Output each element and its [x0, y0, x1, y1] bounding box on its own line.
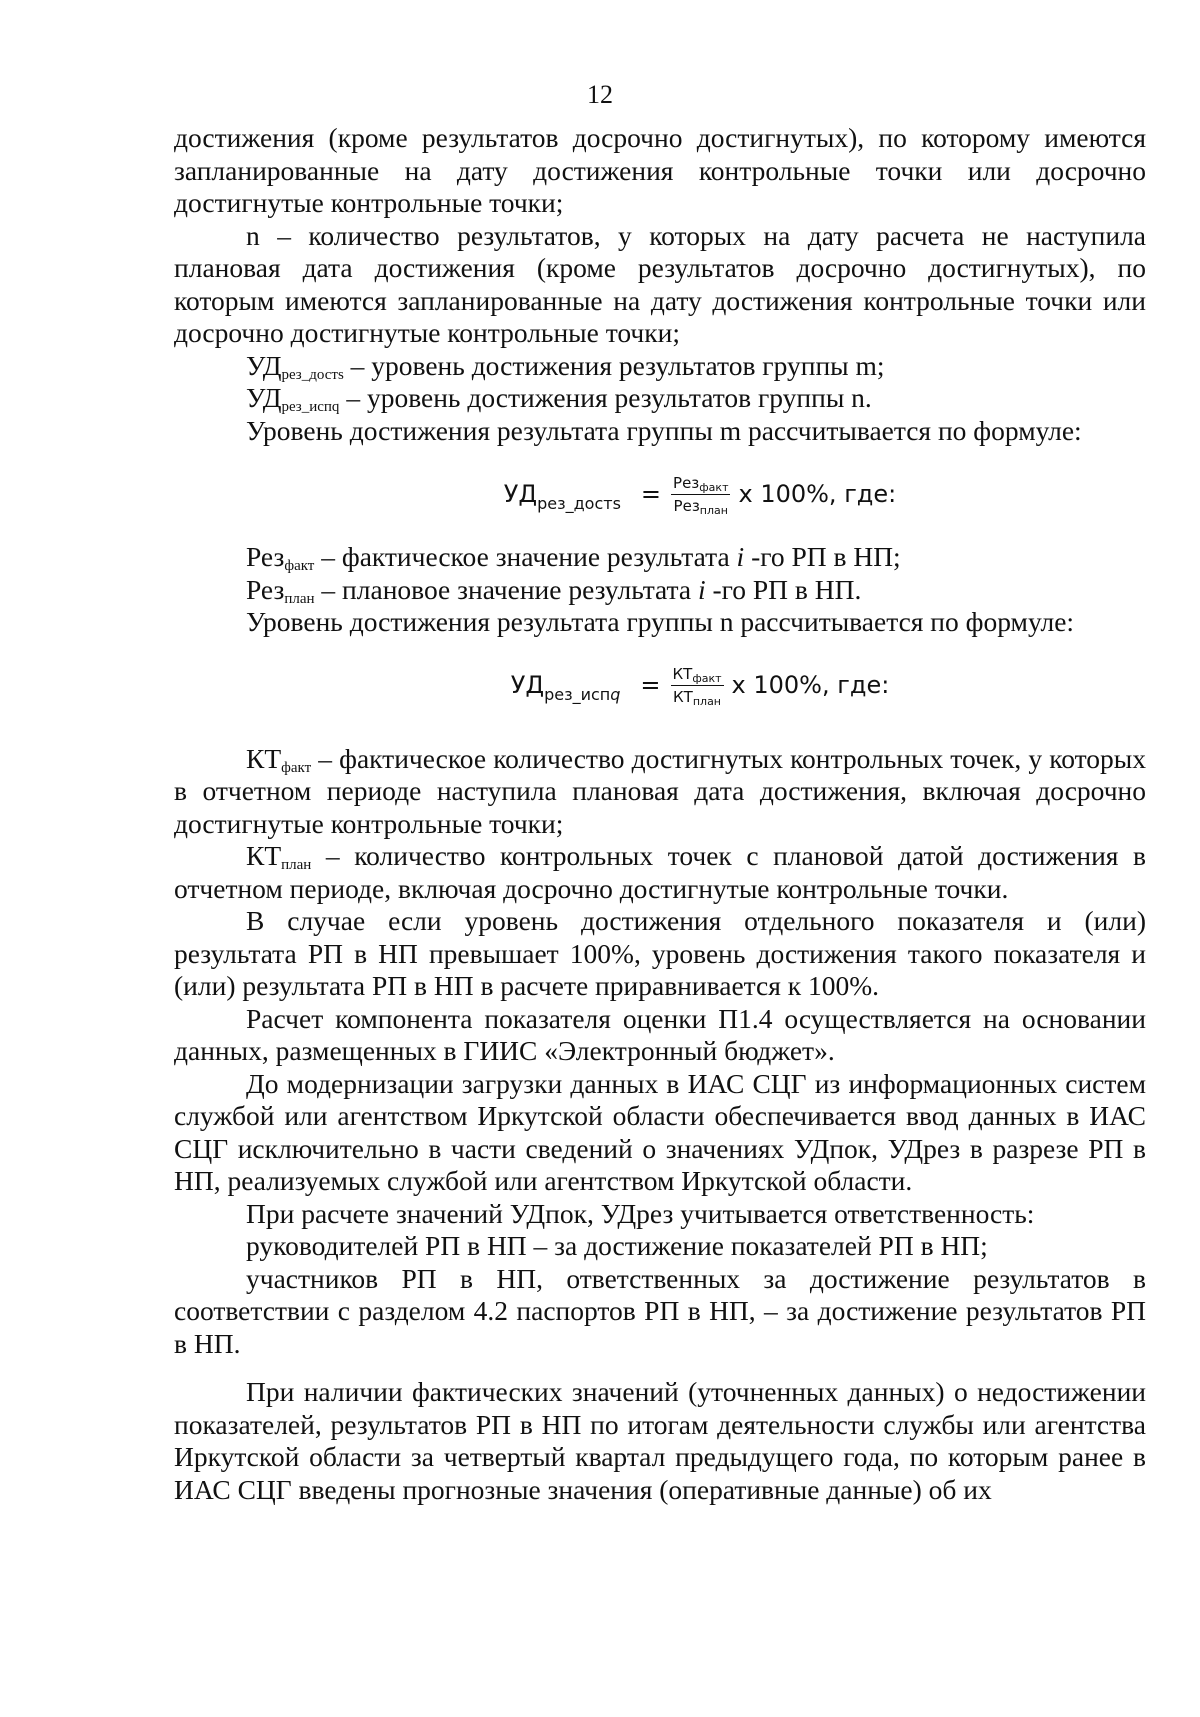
- formula-lhs: [504, 478, 621, 511]
- equals-sign: =: [640, 479, 662, 508]
- definition-ud-isp: [174, 382, 1146, 415]
- formula-lhs-main: УД: [503, 479, 538, 508]
- definition-rez-fakt: [174, 541, 1146, 574]
- paragraph: Расчет компонента показателя оценки П1.4 осуществляется на основании данных, размещенных в ГИИС «Электронный бюджет».: [174, 1002, 1146, 1066]
- numerator: [671, 664, 724, 686]
- symbol: КТ: [246, 742, 282, 774]
- symbol: Рез: [246, 541, 285, 572]
- denominator: [673, 686, 721, 707]
- fraction: [671, 664, 724, 707]
- paragraph: достижения (кроме результатов досрочно достигнутых), по которому имеются запланированные на дату достижения контрольные точки или досрочно достигнутые контрольные точки;: [174, 122, 1146, 218]
- formula-lhs-main: УД: [510, 671, 545, 700]
- paragraph: До модернизации загрузки данных в ИАС СЦГ из информационных систем службой или агентством Иркутской области обеспечивается ввод данных в ИАС СЦГ исключительно в части сведений о значениях УДпок, УДрез в разрезе РП в НП, реализуемых службой или агентством Иркутской области.: [174, 1067, 1146, 1196]
- numerator-main: КТ: [672, 665, 693, 683]
- index-i: i: [697, 573, 706, 605]
- symbol-subscript: рез_достs: [281, 366, 344, 383]
- symbol-subscript: план: [284, 590, 315, 607]
- paragraph: руководителей РП в НП – за достижение показателей РП в НП;: [246, 1230, 988, 1261]
- formula-ud-dost: [174, 447, 1146, 541]
- symbol-subscript: факт: [281, 759, 312, 776]
- symbol: КТ: [246, 840, 282, 871]
- symbol: УД: [246, 349, 282, 381]
- definition-rez-plan: [174, 574, 1146, 607]
- index-i: i: [736, 541, 745, 572]
- paragraph: При расчете значений УДпок, УДрез учитывается ответственность:: [246, 1197, 1035, 1229]
- formula-ud-isp: [174, 639, 1146, 733]
- symbol-subscript: факт: [284, 558, 315, 574]
- symbol-subscript: план: [281, 857, 312, 873]
- paragraph: При наличии фактических значений (уточненных данных) о недостижении показателей, результатов РП в НП по итогам деятельности службы или агентства Иркутской области за четвертый квартал предыдущего года, по которым ранее в ИАС СЦГ введены прогнозные значения (оперативные данные) об их: [174, 1376, 1146, 1505]
- definition-text: – уровень достижения результатов группы n.: [346, 382, 872, 413]
- numerator-sub: факт: [692, 672, 722, 685]
- definition-text: – фактическое значение результата: [314, 541, 737, 572]
- symbol: Рез: [246, 573, 285, 605]
- formula-tail: x 100%, где:: [738, 479, 897, 508]
- formula-lhs: [510, 669, 621, 705]
- numerator-main: Рез: [673, 473, 700, 492]
- definition-text: – плановое значение результата: [314, 573, 698, 605]
- definition-kt-fakt: [174, 743, 1146, 841]
- paragraph: Уровень достижения результата группы m рассчитывается по формуле:: [246, 414, 1082, 446]
- definition-text: -го РП в НП.: [705, 573, 862, 605]
- formula-lhs-sub-italic: q: [610, 685, 621, 705]
- denominator-sub: план: [699, 503, 728, 517]
- formula-lhs-sub: [544, 685, 620, 704]
- equals-sign: =: [640, 671, 661, 700]
- paragraph: участников РП в НП, ответственных за достижение результатов в соответствии с разделом 4.2 паспортов РП в НП, – за достижение результатов РП в НП.: [174, 1262, 1146, 1359]
- symbol: УД: [246, 382, 282, 413]
- paragraph: В случае если уровень достижения отдельного показателя и (или) результата РП в НП превышает 100%, уровень достижения такого показателя и (или) результата РП в НП в расчете приравнивается к 100%.: [174, 905, 1146, 1001]
- formula-lhs-sub: рез_достs: [537, 493, 621, 513]
- denominator-sub: план: [692, 695, 721, 708]
- definition-text: -го РП в НП;: [744, 541, 901, 572]
- denominator-main: КТ: [673, 688, 693, 706]
- denominator-main: Рез: [673, 496, 700, 515]
- page-number: 12: [587, 80, 613, 109]
- numerator-sub: факт: [699, 480, 729, 494]
- symbol-subscript: рез_испq: [281, 399, 340, 415]
- definition-text: – фактическое количество достигнутых контрольных точек, у которых в отчетном периоде наступила плановая дата достижения, включая досрочно достигнутые контрольные точки;: [174, 742, 1146, 839]
- denominator: [674, 495, 728, 516]
- fraction: [671, 473, 730, 516]
- definition-ud-dost: [174, 350, 1146, 383]
- formula-lhs-sub-text: рез_исп: [544, 685, 611, 705]
- paragraph: n – количество результатов, у которых на дату расчета не наступила плановая дата достижения (кроме результатов досрочно достигнутых), по которым имеются запланированные на дату достижения контрольные точки или досрочно достигнутые контрольные точки;: [174, 219, 1146, 348]
- definition-kt-plan: [174, 840, 1146, 905]
- definition-text: – уровень достижения результатов группы m;: [350, 349, 885, 381]
- document-body: [174, 122, 1146, 1506]
- definition-text: – количество контрольных точек с плановой датой достижения в отчетном периоде, включая досрочно достигнутые контрольные точки.: [174, 840, 1146, 904]
- numerator: [671, 473, 730, 495]
- formula-tail: x 100%, где:: [731, 671, 890, 700]
- paragraph: Уровень достижения результата группы n рассчитывается по формуле:: [246, 606, 1075, 637]
